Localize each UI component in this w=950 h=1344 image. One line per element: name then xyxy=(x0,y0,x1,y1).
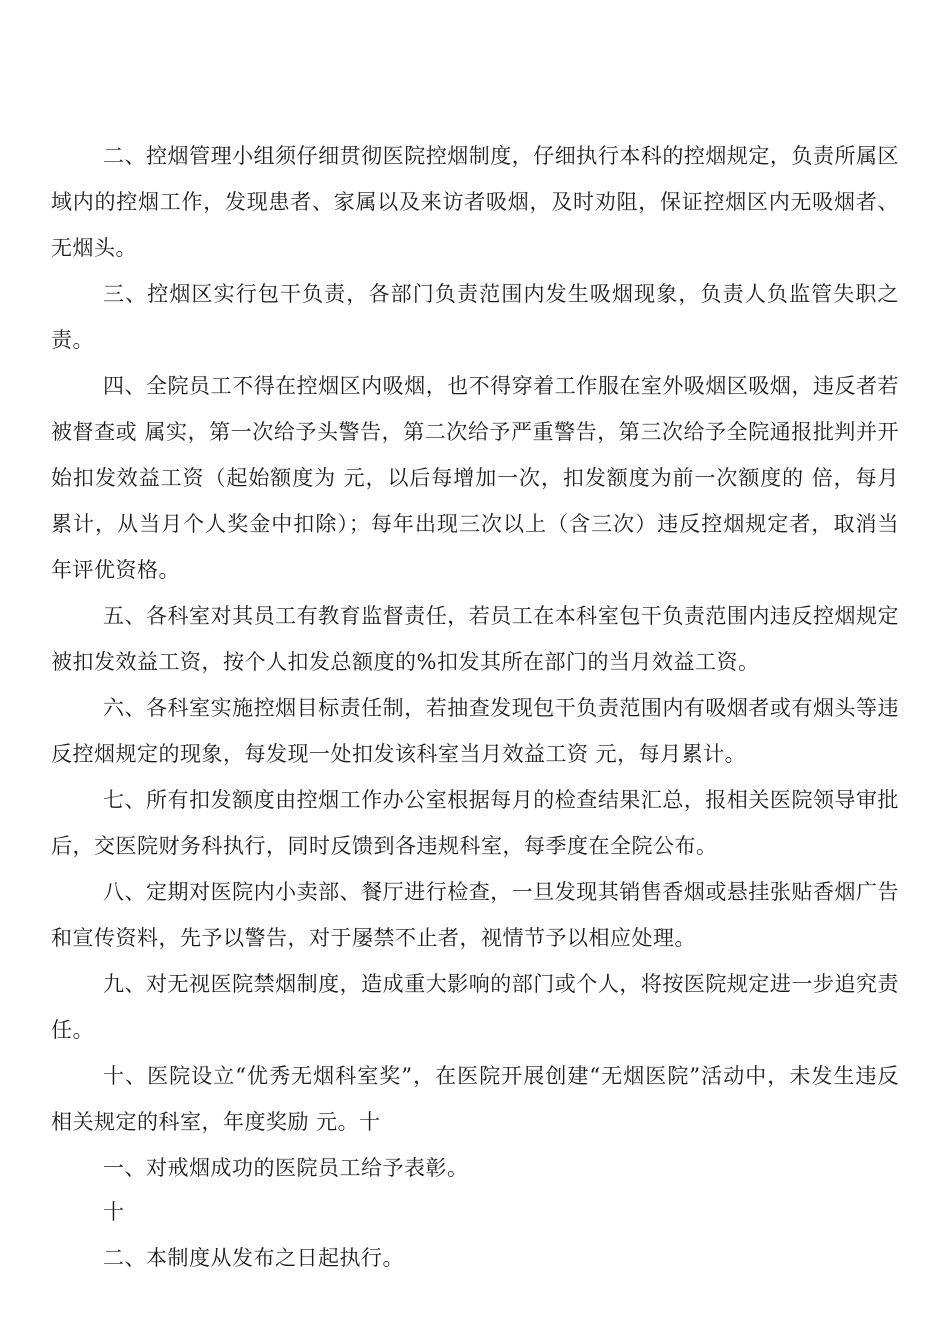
paragraph-9: 九、对无视医院禁烟制度，造成重大影响的部门或个人，将按医院规定进一步追究责任。 xyxy=(51,972,899,1042)
paragraph-12-prefix: 十 xyxy=(103,1200,125,1224)
paragraph-6: 六、各科室实施控烟目标责任制，若抽查发现包干负责范围内有吸烟者或有烟头等违反控烟规定的现象，每发现一处扣发该科室当月效益工资 元，每月累计。 xyxy=(51,696,899,766)
paragraph-2: 二、控烟管理小组须仔细贯彻医院控烟制度，仔细执行本科的控烟规定，负责所属区域内的控烟工作，发现患者、家属以及来访者吸烟，及时劝阻，保证控烟区内无吸烟者、无烟头。 xyxy=(51,144,899,260)
paragraph-5: 五、各科室对其员工有教育监督责任，若员工在本科室包干负责范围内违反控烟规定被扣发效益工资，按个人扣发总额度的%扣发其所在部门的当月效益工资。 xyxy=(51,604,899,674)
paragraph-8: 八、定期对医院内小卖部、餐厅进行检查，一旦发现其销售香烟或悬挂张贴香烟广告和宣传资料，先予以警告，对于屡禁不止者，视情节予以相应处理。 xyxy=(51,880,899,950)
paragraph-12: 二、本制度从发布之日起执行。 xyxy=(103,1246,404,1270)
paragraph-3: 三、控烟区实行包干负责，各部门负责范围内发生吸烟现象，负责人负监管失职之责。 xyxy=(51,282,899,352)
paragraph-4: 四、全院员工不得在控烟区内吸烟，也不得穿着工作服在室外吸烟区吸烟，违反者若被督查或 属实，第一次给予头警告，第二次给予严重警告，第三次给予全院通报批判并开始扣发效益工资（起始额度为 元，以后每增加一次，扣发额度为前一次额度的 倍，每月累计，从当月个人奖金中扣除）；每年出现三次以上（含三次）违反控烟规定者，取消当年评优资格。 xyxy=(51,374,899,582)
paragraph-10: 十、医院设立“优秀无烟科室奖”，在医院开展创建“无烟医院”活动中，未发生违反相关规定的科室，年度奖励 元。十 xyxy=(51,1064,899,1134)
paragraph-7: 七、所有扣发额度由控烟工作办公室根据每月的检查结果汇总，报相关医院领导审批后，交医院财务科执行，同时反馈到各违规科室，每季度在全院公布。 xyxy=(51,788,899,858)
paragraph-11: 一、对戒烟成功的医院员工给予表彰。 xyxy=(103,1156,469,1180)
